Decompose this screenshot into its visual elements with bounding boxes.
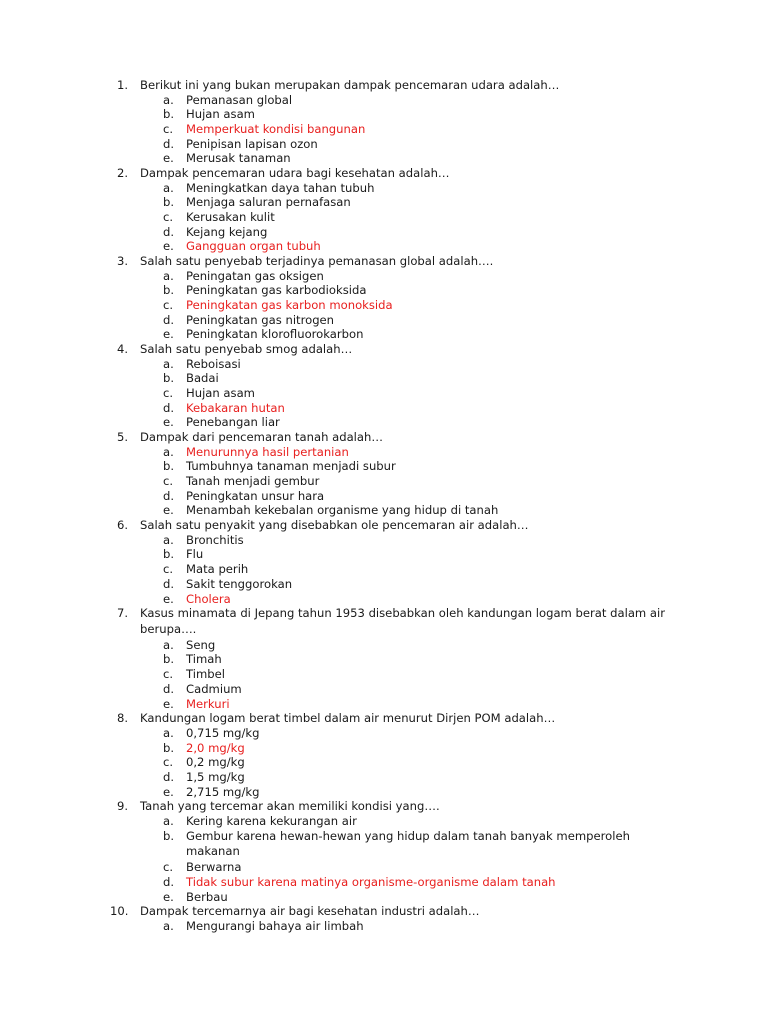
question-text: Salah satu penyebab smog adalah… bbox=[140, 342, 353, 357]
answer-option-correct bbox=[0, 875, 768, 890]
answer-option-correct bbox=[0, 741, 768, 756]
option-letter: d. bbox=[163, 400, 175, 415]
option-text: Berwarna bbox=[186, 860, 242, 875]
option-letter: a. bbox=[163, 725, 174, 740]
option-letter: d. bbox=[163, 136, 175, 151]
option-text: Peningatan gas oksigen bbox=[186, 268, 324, 283]
option-text: Badai bbox=[186, 371, 219, 386]
option-text: Tumbuhnya tanaman menjadi subur bbox=[186, 459, 396, 474]
question-line bbox=[0, 711, 768, 726]
question-block bbox=[0, 342, 768, 430]
option-letter: e. bbox=[163, 696, 174, 711]
question-line bbox=[0, 430, 768, 445]
option-letter: b. bbox=[163, 828, 175, 843]
answer-option bbox=[0, 577, 768, 592]
option-letter: e. bbox=[163, 327, 174, 342]
question-block bbox=[0, 78, 768, 166]
option-text: Flu bbox=[186, 547, 204, 562]
answer-option bbox=[0, 726, 768, 741]
option-text: Mata perih bbox=[186, 562, 249, 577]
option-text: Seng bbox=[186, 637, 216, 652]
option-letter: b. bbox=[163, 740, 175, 755]
option-letter: c. bbox=[163, 386, 174, 401]
question-line bbox=[0, 799, 768, 814]
option-letter: e. bbox=[163, 889, 174, 904]
option-letter: c. bbox=[163, 860, 174, 875]
option-text: Peningkatan gas karbodioksida bbox=[186, 283, 367, 298]
question-text: Dampak dari pencemaran tanah adalah… bbox=[140, 430, 383, 445]
option-text: Peningkatan gas karbon monoksida bbox=[186, 298, 393, 313]
option-letter: d. bbox=[163, 576, 175, 591]
option-letter: d. bbox=[163, 312, 175, 327]
answer-option bbox=[0, 415, 768, 430]
question-number: 1. bbox=[116, 78, 128, 92]
question-block bbox=[0, 166, 768, 254]
answer-option bbox=[0, 459, 768, 474]
option-letter: a. bbox=[163, 918, 174, 933]
option-text: Pemanasan global bbox=[186, 92, 293, 107]
answer-option-correct bbox=[0, 239, 768, 254]
option-text: Kejang kejang bbox=[186, 224, 268, 239]
option-letter: c. bbox=[163, 298, 174, 313]
question-text: Dampak tercemarnya air bagi kesehatan industri adalah… bbox=[140, 904, 480, 919]
answer-option bbox=[0, 562, 768, 577]
option-letter: a. bbox=[163, 180, 174, 195]
answer-option bbox=[0, 770, 768, 785]
question-text: Salah satu penyakit yang disebabkan ole pencemaran air adalah… bbox=[140, 518, 529, 533]
question-block bbox=[0, 430, 768, 518]
question-line bbox=[0, 342, 768, 357]
answer-option bbox=[0, 93, 768, 108]
option-text: makanan bbox=[186, 844, 240, 859]
answer-option-correct bbox=[0, 445, 768, 460]
answer-option bbox=[0, 283, 768, 298]
option-letter: d. bbox=[163, 769, 175, 784]
option-letter: e. bbox=[163, 784, 174, 799]
option-text: Peningkatan unsur hara bbox=[186, 488, 325, 503]
option-text: Merusak tanaman bbox=[186, 151, 291, 166]
option-text: Tidak subur karena matinya organisme-organisme dalam tanah bbox=[186, 874, 556, 889]
option-text: Timbel bbox=[186, 667, 225, 682]
answer-option bbox=[0, 919, 768, 934]
answer-option bbox=[0, 533, 768, 548]
question-text: Kandungan logam berat timbel dalam air menurut Dirjen POM adalah… bbox=[140, 711, 556, 726]
option-letter: c. bbox=[163, 755, 174, 770]
answer-option-correct bbox=[0, 122, 768, 137]
quiz-document bbox=[0, 78, 768, 934]
option-text: Bronchitis bbox=[186, 532, 244, 547]
option-letter: c. bbox=[163, 667, 174, 682]
answer-option bbox=[0, 843, 768, 860]
answer-option bbox=[0, 327, 768, 342]
option-text: Mengurangi bahaya air limbah bbox=[186, 918, 364, 933]
option-letter: d. bbox=[163, 224, 175, 239]
answer-option bbox=[0, 755, 768, 770]
option-letter: a. bbox=[163, 356, 174, 371]
answer-option bbox=[0, 137, 768, 152]
question-number: 4. bbox=[116, 342, 128, 357]
option-letter: c. bbox=[163, 210, 174, 224]
question-text: Berikut ini yang bukan merupakan dampak pencemaran udara adalah… bbox=[140, 78, 560, 92]
option-letter: d. bbox=[163, 681, 175, 696]
answer-option bbox=[0, 638, 768, 653]
answer-option bbox=[0, 489, 768, 504]
option-text: Merkuri bbox=[186, 696, 230, 711]
question-block bbox=[0, 799, 768, 904]
answer-option bbox=[0, 652, 768, 667]
question-number: 9. bbox=[116, 799, 128, 814]
question-block bbox=[0, 254, 768, 342]
answer-option-correct bbox=[0, 401, 768, 416]
question-number: 7. bbox=[116, 606, 128, 621]
question-text: Tanah yang tercemar akan memiliki kondisi yang…. bbox=[140, 799, 440, 814]
answer-option bbox=[0, 210, 768, 225]
answer-option bbox=[0, 474, 768, 489]
question-text: Kasus minamata di Jepang tahun 1953 disebabkan oleh kandungan logam berat dalam air bbox=[140, 606, 665, 621]
option-letter: c. bbox=[163, 562, 174, 577]
answer-option bbox=[0, 814, 768, 829]
option-text: 0,715 mg/kg bbox=[186, 725, 260, 740]
option-letter: b. bbox=[163, 459, 175, 474]
option-letter: a. bbox=[163, 637, 174, 652]
option-letter: d. bbox=[163, 874, 175, 889]
question-line bbox=[0, 518, 768, 533]
option-letter: a. bbox=[163, 532, 174, 547]
option-text: Kerusakan kulit bbox=[186, 210, 275, 224]
answer-option bbox=[0, 151, 768, 166]
option-text: Peningkatan klorofluorokarbon bbox=[186, 327, 364, 342]
option-letter: a. bbox=[163, 444, 174, 459]
answer-option bbox=[0, 547, 768, 562]
option-text: Meningkatkan daya tahan tubuh bbox=[186, 180, 375, 195]
question-line bbox=[0, 904, 768, 919]
question-block bbox=[0, 711, 768, 799]
option-letter: b. bbox=[163, 195, 175, 210]
option-text: 0,2 mg/kg bbox=[186, 755, 245, 770]
answer-option bbox=[0, 225, 768, 240]
option-text: Sakit tenggorokan bbox=[186, 576, 293, 591]
answer-option bbox=[0, 829, 768, 844]
question-block bbox=[0, 606, 768, 711]
option-letter: e. bbox=[163, 591, 174, 606]
question-number: 8. bbox=[116, 711, 128, 726]
answer-option bbox=[0, 682, 768, 697]
option-letter: c. bbox=[163, 474, 174, 489]
answer-option-correct bbox=[0, 697, 768, 712]
option-letter: b. bbox=[163, 107, 175, 122]
answer-option bbox=[0, 785, 768, 800]
question-number: 3. bbox=[116, 254, 128, 269]
answer-option bbox=[0, 357, 768, 372]
question-number: 2. bbox=[116, 166, 128, 181]
option-letter: e. bbox=[163, 415, 174, 430]
option-text: Cholera bbox=[186, 591, 231, 606]
option-letter: a. bbox=[163, 92, 174, 107]
option-text: Reboisasi bbox=[186, 356, 241, 371]
answer-option bbox=[0, 371, 768, 386]
question-text: Dampak pencemaran udara bagi kesehatan adalah… bbox=[140, 166, 450, 181]
option-letter: a. bbox=[163, 268, 174, 283]
question-line bbox=[0, 254, 768, 269]
option-text: Menambah kekebalan organisme yang hidup di tanah bbox=[186, 503, 499, 518]
option-text: 2,715 mg/kg bbox=[186, 784, 260, 799]
answer-option bbox=[0, 269, 768, 284]
option-letter: b. bbox=[163, 371, 175, 386]
answer-option-correct bbox=[0, 298, 768, 313]
question-line bbox=[0, 606, 768, 621]
answer-option bbox=[0, 860, 768, 875]
option-letter: e. bbox=[163, 151, 174, 166]
option-text: Kebakaran hutan bbox=[186, 400, 285, 415]
option-letter: e. bbox=[163, 503, 174, 518]
option-text: Timah bbox=[186, 652, 222, 667]
answer-option bbox=[0, 181, 768, 196]
option-text: Peningkatan gas nitrogen bbox=[186, 312, 335, 327]
question-text: berupa…. bbox=[140, 621, 197, 636]
option-text: Gangguan organ tubuh bbox=[186, 239, 321, 254]
option-text: Hujan asam bbox=[186, 107, 255, 122]
option-text: Cadmium bbox=[186, 681, 242, 696]
option-text: 2,0 mg/kg bbox=[186, 740, 245, 755]
option-text: Hujan asam bbox=[186, 386, 255, 401]
option-letter: c. bbox=[163, 121, 174, 136]
answer-option bbox=[0, 313, 768, 328]
answer-option bbox=[0, 667, 768, 682]
option-text: Menjaga saluran pernafasan bbox=[186, 195, 351, 210]
option-text: Penipisan lapisan ozon bbox=[186, 136, 318, 151]
option-letter: b. bbox=[163, 283, 175, 298]
option-text: Gembur karena hewan-hewan yang hidup dalam tanah banyak memperoleh bbox=[186, 828, 630, 843]
option-text: Berbau bbox=[186, 889, 228, 904]
question-number: 5. bbox=[116, 430, 128, 445]
option-letter: b. bbox=[163, 652, 175, 667]
option-letter: e. bbox=[163, 239, 174, 254]
answer-option bbox=[0, 107, 768, 122]
question-text: Salah satu penyebab terjadinya pemanasan global adalah…. bbox=[140, 254, 494, 269]
option-text: 1,5 mg/kg bbox=[186, 769, 245, 784]
question-line-continued bbox=[0, 621, 768, 638]
option-text: Penebangan liar bbox=[186, 415, 280, 430]
option-text: Memperkuat kondisi bangunan bbox=[186, 121, 366, 136]
question-block bbox=[0, 904, 768, 933]
question-number: 10. bbox=[110, 904, 129, 919]
answer-option bbox=[0, 890, 768, 905]
answer-option-correct bbox=[0, 592, 768, 607]
option-text: Kering karena kekurangan air bbox=[186, 813, 357, 828]
answer-option bbox=[0, 503, 768, 518]
option-letter: d. bbox=[163, 488, 175, 503]
answer-option bbox=[0, 195, 768, 210]
answer-option bbox=[0, 386, 768, 401]
option-letter: a. bbox=[163, 813, 174, 828]
question-line bbox=[0, 78, 768, 93]
option-text: Tanah menjadi gembur bbox=[186, 474, 320, 489]
option-letter: b. bbox=[163, 547, 175, 562]
question-number: 6. bbox=[116, 518, 128, 533]
option-text: Menurunnya hasil pertanian bbox=[186, 444, 349, 459]
question-line bbox=[0, 166, 768, 181]
question-block bbox=[0, 518, 768, 606]
